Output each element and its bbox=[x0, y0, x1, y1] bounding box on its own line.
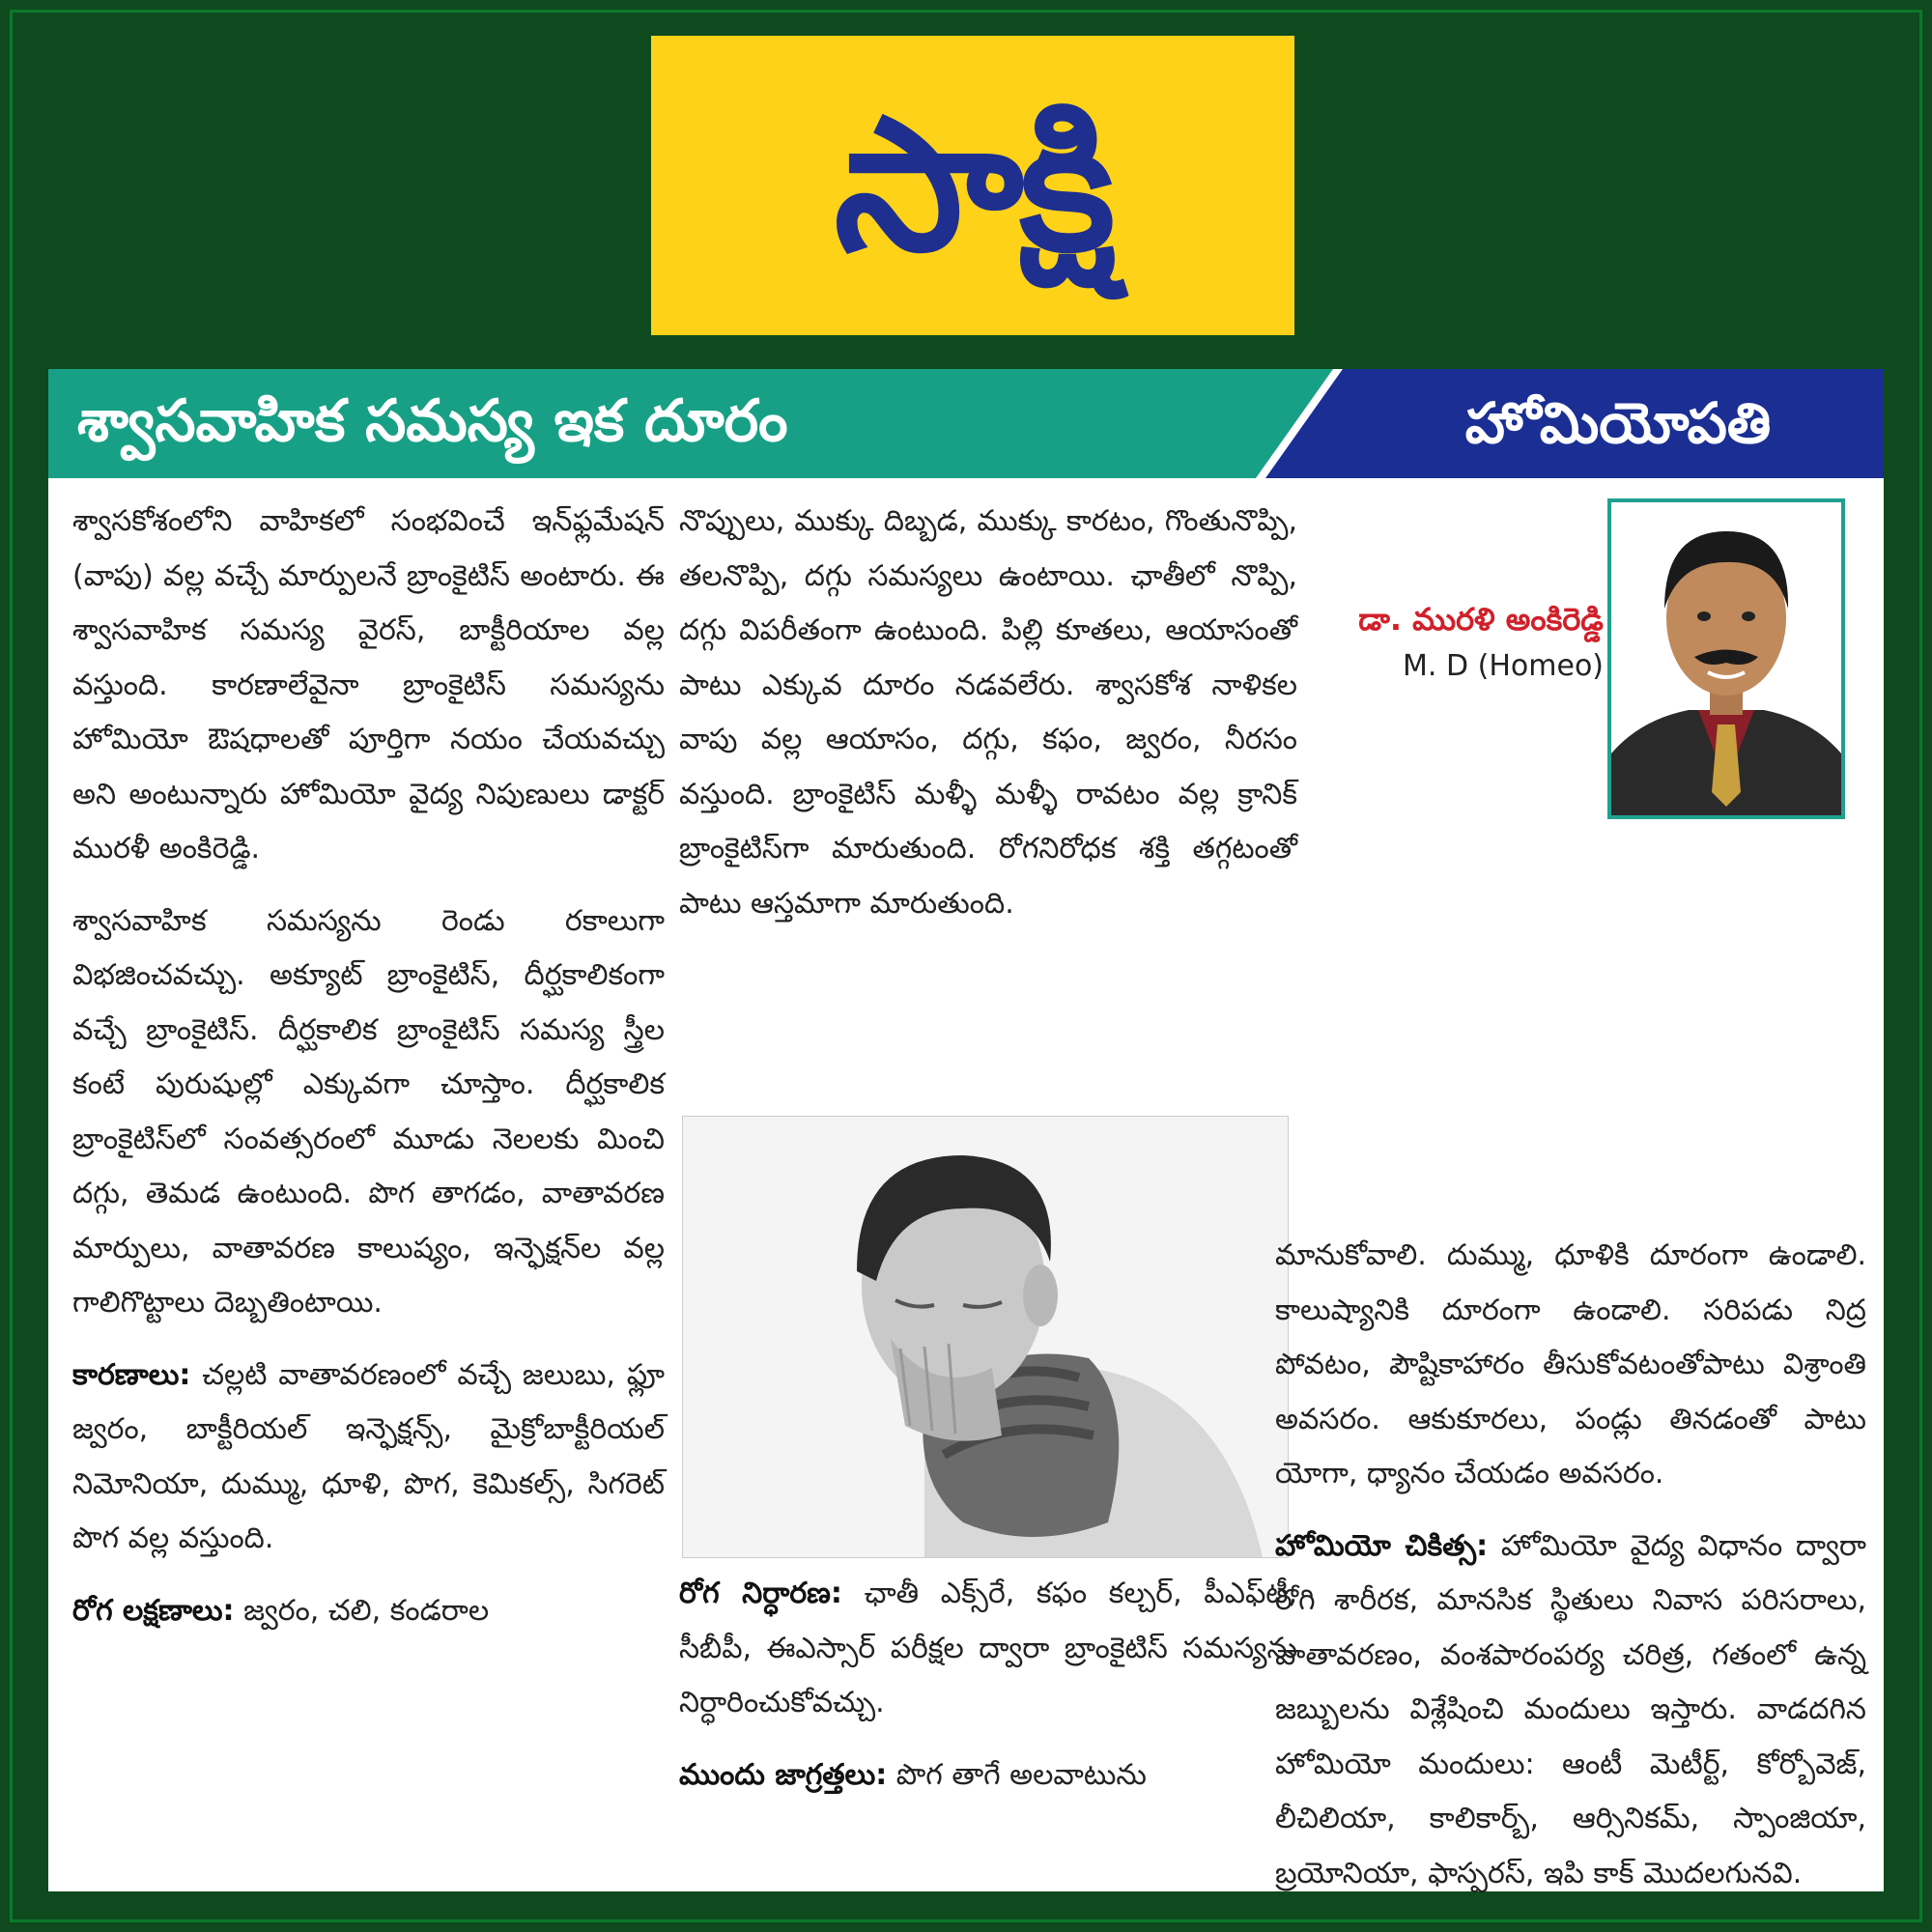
headline-banner bbox=[48, 369, 1884, 478]
sick-man-illustration bbox=[683, 1117, 1288, 1557]
symptoms-text: జ్వరం, చలి, కండరాల bbox=[243, 1593, 490, 1628]
article bbox=[48, 369, 1884, 1891]
causes-text: చల్లటి వాతావరణంలో వచ్చే జలుబు, ఫ్లూ జ్వరం, బాక్టీరియల్ ఇన్ఫెక్షన్స్, మైక్రోబాక్టీరియల్ నిమోనియా, దుమ్ము, ధూళి, పొగ, కెమికల్స్, సిగరెట్ పొగ వల్ల వస్తుంది. bbox=[72, 1357, 665, 1555]
symptoms-continued: నొప్పులు, ముక్కు దిబ్బడ, ముక్కు కారటం, గొంతునొప్పి, తలనొప్పి, దగ్గు సమస్యలు ఉంటాయి. ఛాతీలో నొప్పి, దగ్గు విపరీతంగా ఉంటుంది. పిల్లి కూతలు, ఆయాసంతో పాటు ఎక్కువ దూరం నడవలేరు. శ్వాసకోశ నాళికల వాపు వల్ల ఆయాసం, దగ్గు, కఫం, జ్వరం, నీరసం వస్తుంది. బ్రాంకైటిస్ మళ్ళీ మళ్ళీ రావటం వల్ల క్రానిక్ బ్రాంకైటిస్‌గా మారుతుంది. రోగనిరోధక శక్తి తగ్గటంతో పాటు ఆస్తమాగా మారుతుంది. bbox=[679, 504, 1297, 921]
logo-text: సాక్షి bbox=[834, 78, 1112, 292]
doctor-degree: M. D (Homeo) bbox=[1403, 649, 1604, 683]
column-2 bbox=[679, 495, 1297, 949]
precautions-heading: ముందు జాగ్రత్తలు: bbox=[679, 1757, 888, 1792]
doctor-portrait bbox=[1611, 502, 1841, 815]
treatment-text: హోమియో వైద్య విధానం ద్వారా రోగి శారీరక, మానసిక స్థితులు నివాస పరిసరాలు, వాతావరణం, వంశపారంపర్య చరిత్ర, గతంలో ఉన్న జబ్బులను విశ్లేషించి మందులు ఇస్తారు. వాడదగిన హోమియో మందులు: ఆంటీ మెటీర్ట్, కోర్బోవెజ్, లీచిలియా, కాలికార్బ్, ఆర్సినికమ్, స్పాంజియా, బ్రయోనియా, ఫాస్పరస్, ఇపి కాక్ మొదలగునవి. bbox=[1275, 1528, 1866, 1890]
precautions-continued: మానుకోవాలి. దుమ్ము, ధూళికి దూరంగా ఉండాలి. కాలుష్యానికి దూరంగా ఉండాలి. సరిపడు నిద్ర పోవటం, పౌష్టికాహారం తీసుకోవటంతోపాటు విశ్రాంతి అవసరం. ఆకుకూరలు, పండ్లు తినడంతో పాటు యోగా, ధ్యానం చేయడం అవసరం. bbox=[1275, 1238, 1866, 1491]
headline: శ్వాసవాహిక సమస్య ఇక దూరం bbox=[77, 387, 788, 455]
causes-paragraph bbox=[72, 1349, 665, 1567]
diagnosis-text: ఛాతీ ఎక్స్‌రే, కఫం కల్చర్, పీఎఫ్‌టీ, సీబీపీ, ఈఎస్సార్ పరీక్షల ద్వారా బ్రాంకైటిస్ సమస్యను నిర్ధారించుకోవచ్చు. bbox=[679, 1577, 1297, 1719]
treatment-heading: హోమియో చికిత్స: bbox=[1275, 1528, 1489, 1563]
intro-paragraph: శ్వాసకోశంలోని వాహికలో సంభవించే ఇన్‌ఫ్లమేషన్ (వాపు) వల్ల వచ్చే మార్పులనే బ్రాంకైటిస్ అంటారు. ఈ శ్వాసవాహిక సమస్య వైరస్, బాక్టీరియాల వల్ల వస్తుంది. కారణాలేవైనా బ్రాంకైటిస్ సమస్యను హోమియో ఔషధాలతో పూర్తిగా నయం చేయవచ్చు అని అంటున్నారు హోమియో వైద్య నిపుణులు డాక్టర్ మురళీ అంకిరెడ్డి. bbox=[72, 504, 665, 866]
diagnosis-heading: రోగ నిర్ధారణ: bbox=[679, 1577, 842, 1610]
column-3 bbox=[1275, 1229, 1866, 1918]
doctor-photo bbox=[1607, 498, 1845, 819]
diagnosis-paragraph bbox=[679, 1567, 1297, 1731]
precautions-text: పొగ తాగే అలవాటును bbox=[895, 1757, 1147, 1792]
symptoms-heading: రోగ లక్షణాలు: bbox=[72, 1593, 235, 1628]
symptoms-paragraph bbox=[72, 1584, 665, 1639]
doctor-name: డా. మురళి అంకిరెడ్డి bbox=[1358, 601, 1604, 638]
sick-man-photo bbox=[682, 1116, 1289, 1558]
newspaper-logo bbox=[651, 36, 1294, 335]
column-2-bottom bbox=[679, 1567, 1297, 1820]
column-1 bbox=[72, 495, 665, 1656]
types-paragraph: శ్వాసవాహిక సమస్యను రెండు రకాలుగా విభజించవచ్చు. అక్యూట్ బ్రాంకైటిస్, దీర్ఘకాలికంగా వచ్చే బ్రాంకైటిస్. దీర్ఘకాలిక బ్రాంకైటిస్ సమస్య స్త్రీల కంటే పురుషుల్లో ఎక్కువగా చూస్తాం. దీర్ఘకాలిక బ్రాంకైటిస్‌లో సంవత్సరంలో మూడు నెలలకు మించి దగ్గు, తెమడ ఉంటుంది. పొగ తాగడం, వాతావరణ మార్పులు, వాతావరణ కాలుష్యం, ఇన్ఫెక్షన్‌ల వల్ల గాలిగొట్టాలు దెబ్బతింటాయి. bbox=[72, 903, 665, 1320]
treatment-paragraph bbox=[1275, 1520, 1866, 1902]
precautions-paragraph bbox=[679, 1748, 1297, 1804]
section-label: హోమియోపతి bbox=[1464, 390, 1772, 456]
causes-heading: కారణాలు: bbox=[72, 1357, 191, 1392]
